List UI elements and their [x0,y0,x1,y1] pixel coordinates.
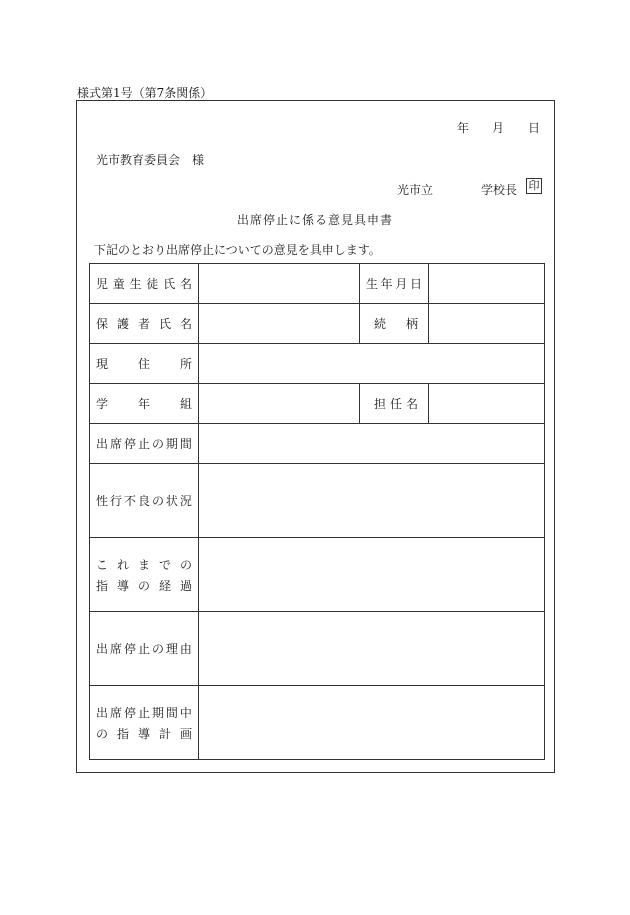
table-row [90,304,545,344]
table-row [90,264,545,304]
table-row [90,538,545,612]
label-char: 出 [96,705,109,720]
birthdate-label [366,275,422,292]
label-char: 組 [179,397,192,411]
label-char: 住 [137,357,150,371]
form-table [89,263,545,760]
label-char: 期 [165,437,178,451]
reason-label [96,640,192,657]
label-char: 停 [123,437,136,451]
student-name-field[interactable] [199,264,360,304]
grade-class-label [96,395,192,412]
label-char: 生 [366,277,379,291]
suspension-period-field[interactable] [199,424,545,464]
table-row [90,612,545,686]
misconduct-label [96,492,192,509]
label-char: こ [96,557,109,572]
label-char: 年 [380,277,393,291]
row-label [90,538,199,612]
label-char: 経 [158,578,171,593]
label-char: 年 [137,397,150,411]
label-char: 計 [158,726,171,741]
relationship-field[interactable] [429,304,545,344]
document-title: 出席停止に係る意見具申書 [236,213,393,227]
label-char: 現 [96,357,109,371]
label-char: 良 [137,494,150,508]
table-row [90,686,545,760]
label-char: 指 [96,578,109,593]
label-char: 止 [137,705,150,720]
relationship-label [374,315,418,332]
label-char: 過 [179,578,192,593]
row-label [360,304,429,344]
label-char: 止 [137,642,150,656]
address-field[interactable] [199,344,545,384]
label-char: 止 [137,437,150,451]
seal-mark: 印 [526,178,542,194]
row-label [90,304,199,344]
date-year-label: 年 [457,121,470,135]
label-char: 任 [389,397,402,411]
label-char: 席 [109,642,122,656]
label-char: 中 [179,705,192,720]
label-char: 況 [179,494,192,508]
label-char: れ [116,557,129,572]
label-char: 名 [405,397,418,411]
label-char: 護 [116,317,129,331]
label-char: 者 [137,317,150,331]
label-char: 氏 [163,277,176,291]
date-month-label: 月 [492,121,505,135]
label-char: の [96,726,109,741]
label-char: 席 [109,705,122,720]
guardian-name-field[interactable] [199,304,360,344]
label-char: 所 [179,357,192,371]
label-char: 出 [96,642,109,656]
label-char: 間 [165,705,178,720]
row-label [90,344,199,384]
row-label [90,686,199,760]
label-char: 不 [123,494,136,508]
label-char: の [151,642,164,656]
label-char: の [151,494,164,508]
address-label [96,355,192,372]
label-char: 徒 [146,277,159,291]
school-name-label: 光市立 [397,183,434,197]
label-char: 間 [179,437,192,451]
guidance-plan-label-line2 [96,725,192,742]
label-char: 氏 [158,317,171,331]
label-char: 柄 [405,317,418,331]
label-char: 指 [116,726,129,741]
grade-class-field[interactable] [199,384,360,424]
row-label [360,264,429,304]
date-day-label: 日 [528,121,541,135]
label-char: の [151,437,164,451]
guidance-so-far-field[interactable] [199,538,545,612]
label-char: の [179,557,192,572]
misconduct-field[interactable] [199,464,545,538]
label-char: 画 [179,726,192,741]
homeroom-teacher-label [374,395,418,412]
label-char: 続 [374,317,387,331]
table-row [90,424,545,464]
label-char: 名 [179,277,192,291]
label-char: 月 [395,277,408,291]
label-char: 由 [179,642,192,656]
row-label [90,612,199,686]
label-char: 停 [123,642,136,656]
label-char: 生 [129,277,142,291]
addressee: 光市教育委員会 様 [96,153,205,167]
form-number-label: 様式第1号（第7条関係） [77,86,213,100]
label-char: 担 [374,397,387,411]
label-char: 行 [109,494,122,508]
label-char: 児 [96,277,109,291]
label-char: 理 [165,642,178,656]
table-row [90,384,545,424]
label-char: 保 [96,317,109,331]
label-char: 童 [112,277,125,291]
label-char: 名 [179,317,192,331]
label-char: 導 [116,578,129,593]
row-label [90,264,199,304]
label-char: で [158,557,171,572]
guidance-plan-field[interactable] [199,686,545,760]
guardian-name-label [96,315,192,332]
label-char: 性 [96,494,109,508]
guidance-plan-label-line1 [96,704,192,721]
label-char: の [137,578,150,593]
row-label [90,384,199,424]
label-char: 停 [123,705,136,720]
reason-field[interactable] [199,612,545,686]
guidance-so-far-label-line1 [96,556,192,573]
label-char: 学 [96,397,109,411]
label-char: 導 [137,726,150,741]
table-row [90,344,545,384]
birthdate-field[interactable] [429,264,545,304]
label-char: 席 [109,437,122,451]
intro-text: 下記のとおり出席停止についての意見を具申します。 [94,243,381,257]
label-char: 状 [165,494,178,508]
guidance-so-far-label-line2 [96,577,192,594]
table-row [90,464,545,538]
label-char: 日 [409,277,422,291]
student-name-label [96,275,192,292]
row-label [90,464,199,538]
row-label [360,384,429,424]
label-char: 出 [96,437,109,451]
homeroom-teacher-field[interactable] [429,384,545,424]
row-label [90,424,199,464]
principal-label: 学校長 [481,183,518,197]
label-char: 期 [151,705,164,720]
suspension-period-label [96,435,192,452]
label-char: ま [137,557,150,572]
